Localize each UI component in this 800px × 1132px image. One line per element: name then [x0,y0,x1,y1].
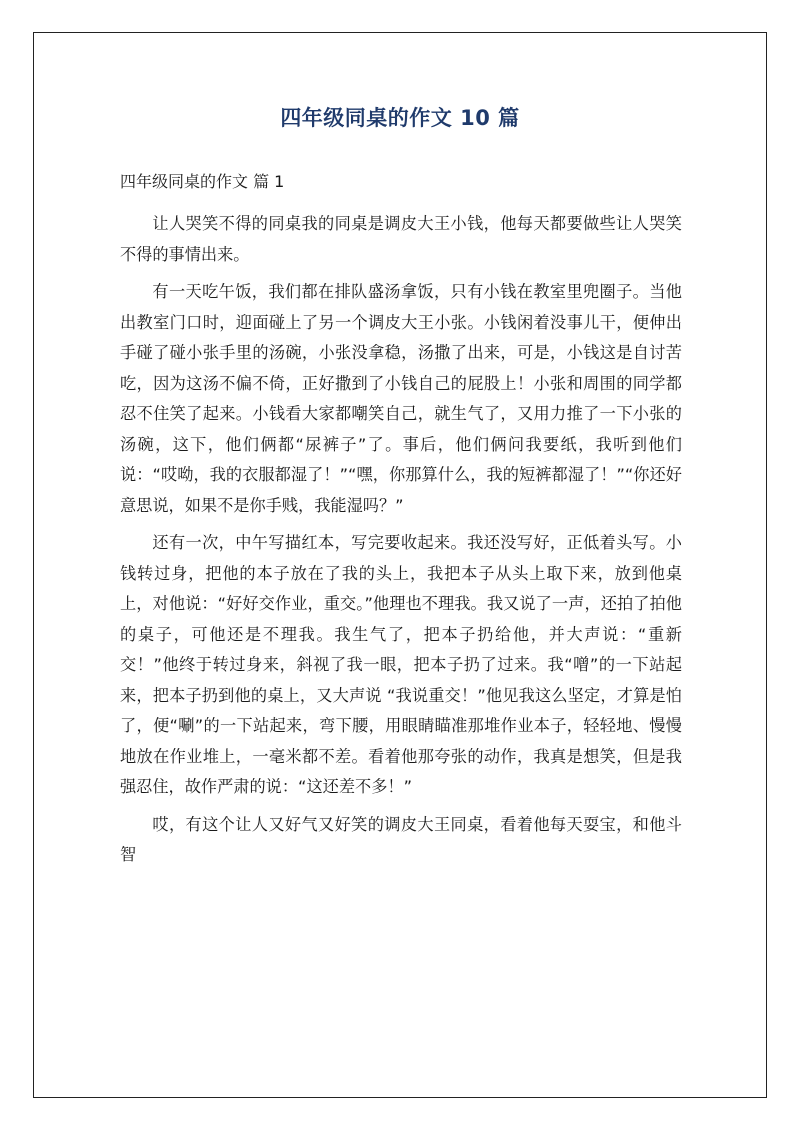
section-heading: 四年级同桌的作文 篇 1 [120,172,285,191]
paragraph: 让人哭笑不得的同桌我的同桌是调皮大王小钱，他每天都要做些让人哭笑不得的事情出来。 [120,214,682,264]
document-title: 四年级同桌的作文 10 篇 [280,106,520,130]
paragraph: 还有一次，中午写描红本，写完要收起来。我还没写好，正低着头写。小钱转过身，把他的本子放在了我的头上，我把本子从头上取下来，放到他桌上，对他说：“好好交作业，重交。”他理也不理我。我又说了一声，还拍了拍他的桌子，可他还是不理我。我生气了，把本子扔给他，并大声说：“重新交！”他终于转过身来，斜视了我一眼，把本子扔了过来。我“噌”的一下站起来，把本子扔到他的桌上，又大声说 “我说重交！”他见我这么坚定，才算是怕了，便“唰”的一下站起来，弯下腰，用眼睛瞄准那堆作业本子，轻轻地、慢慢地放在作业堆上，一毫米都不差。看着他那夸张的动作，我真是想笑，但是我强忍住，故作严肃的说：“这还差不多！” [120,533,682,796]
paragraph: 哎，有这个让人又好气又好笑的调皮大王同桌，看着他每天耍宝，和他斗智 [120,814,682,864]
body-text [120,209,682,878]
paragraph: 有一天吃午饭，我们都在排队盛汤拿饭，只有小钱在教室里兜圈子。当他出教室门口时，迎面碰上了另一个调皮大王小张。小钱闲着没事儿干，便伸出手碰了碰小张手里的汤碗，小张没拿稳，汤撒了出来，可是，小钱这是自讨苦吃，因为这汤不偏不倚，正好撒到了小钱自己的屁股上！小张和周围的同学都忍不住笑了起来。小钱看大家都嘲笑自己，就生气了，又用力推了一下小张的汤碗，这下，他们俩都“尿裤子”了。事后，他们俩问我要纸，我听到他们说：“哎呦，我的衣服都湿了！”“嘿，你那算什么，我的短裤都湿了！”“你还好意思说，如果不是你手贱，我能湿吗？” [120,282,682,515]
